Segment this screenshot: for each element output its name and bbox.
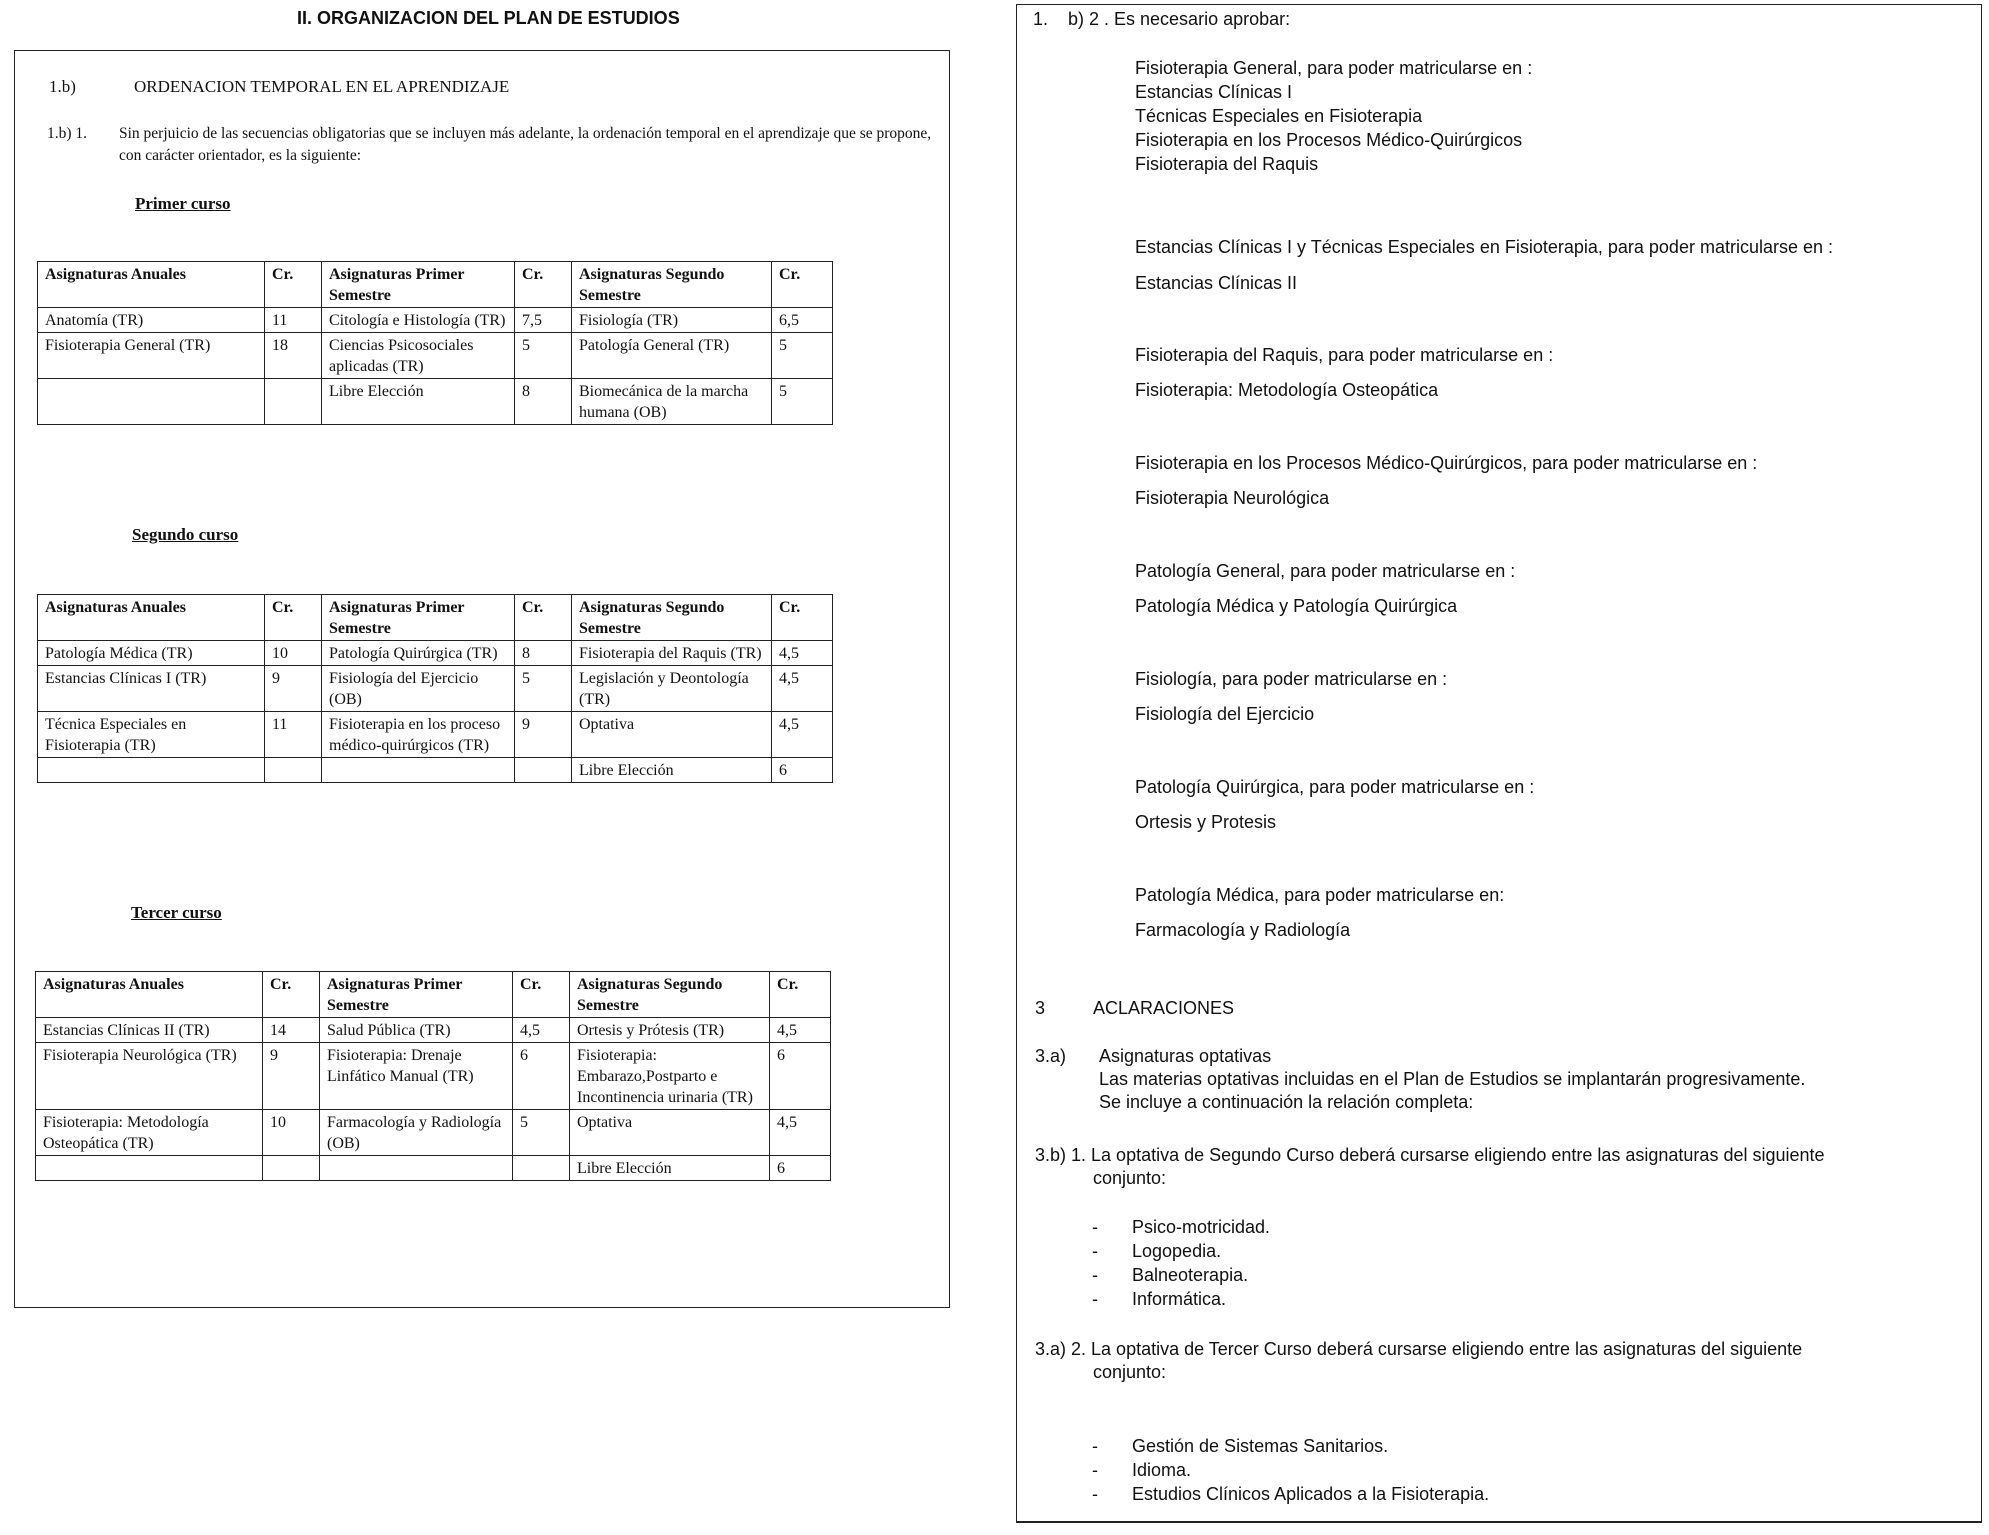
table-cell: Patología General (TR) [572, 333, 772, 379]
intro-text: Sin perjuicio de las secuencias obligatorias que se incluyen más adelante, la ordenación temporal en el aprendizaje que se propone, con carácter orientador, es la siguiente: [119, 125, 932, 164]
table-cell: Ciencias Psicosociales aplicadas (TR) [322, 333, 515, 379]
aclaraciones-number: 3 [1035, 998, 1046, 1018]
optativa-rule-cont: conjunto: [1093, 1362, 1167, 1382]
table-cell [265, 758, 322, 783]
header-cell: Asignaturas Anuales [38, 595, 265, 641]
table-cell: 6 [772, 758, 833, 783]
requirement-title: Patología Médica, para poder matricularse en: [1135, 885, 1505, 905]
table-cell: Fisioterapia: Embarazo,Postparto e Incontinencia urinaria (TR) [570, 1043, 770, 1110]
table-cell [38, 758, 265, 783]
table-header-row [38, 595, 833, 641]
table-cell: 4,5 [513, 1018, 570, 1043]
table-cell: 5 [772, 379, 833, 425]
header-cell: Cr. [513, 972, 570, 1018]
requirement-item: Estancias Clínicas I [1135, 82, 1293, 102]
table-cell: Fisioterapia Neurológica (TR) [36, 1043, 263, 1110]
header-cell: Cr. [265, 262, 322, 308]
table-cell: 5 [772, 333, 833, 379]
table-row [38, 758, 833, 783]
subsection-text: Las materias optativas incluidas en el Plan de Estudios se implantarán progresivamente. [1099, 1069, 1806, 1089]
header-cell: Asignaturas Primer Semestre [320, 972, 513, 1018]
table-cell: 5 [515, 333, 572, 379]
header-cell: Cr. [265, 595, 322, 641]
table-cell: Libre Elección [572, 758, 772, 783]
table-cell: 9 [515, 712, 572, 758]
table-header-row [38, 262, 833, 308]
course-title-second: Segundo curso [132, 525, 239, 544]
table-cell: 6 [770, 1156, 831, 1181]
table-cell: Patología Médica (TR) [38, 641, 265, 666]
table-cell [515, 758, 572, 783]
table-cell: Fisioterapia del Raquis (TR) [572, 641, 772, 666]
table-cell: 4,5 [772, 641, 833, 666]
list-item: Psico-motricidad. [1132, 1217, 1271, 1237]
header-cell: Cr. [770, 972, 831, 1018]
prerequisites-heading: b) 2 . Es necesario aprobar: [1068, 9, 1291, 29]
table-cell: 11 [265, 308, 322, 333]
table-cell [38, 379, 265, 425]
header-cell: Asignaturas Primer Semestre [322, 595, 515, 641]
table-row [36, 1018, 831, 1043]
table-cell: Ortesis y Prótesis (TR) [570, 1018, 770, 1043]
header-cell: Asignaturas Segundo Semestre [570, 972, 770, 1018]
table-cell: Fisioterapia: Metodología Osteopática (TR) [36, 1110, 263, 1156]
table-cell: Farmacología y Radiología (OB) [320, 1110, 513, 1156]
table-cell: Fisioterapia: Drenaje Linfático Manual (TR) [320, 1043, 513, 1110]
requirement-item: Fisioterapia: Metodología Osteopática [1135, 380, 1439, 400]
table-cell: Biomecánica de la marcha humana (OB) [572, 379, 772, 425]
subsection-text: Se incluye a continuación la relación completa: [1099, 1092, 1474, 1112]
requirement-item: Estancias Clínicas II [1135, 273, 1298, 293]
table-cell: Libre Elección [570, 1156, 770, 1181]
table-cell: Estancias Clínicas I (TR) [38, 666, 265, 712]
table-cell: 4,5 [770, 1110, 831, 1156]
table-cell [263, 1156, 320, 1181]
table-cell: 8 [515, 641, 572, 666]
table-cell: 5 [515, 666, 572, 712]
table-cell [265, 379, 322, 425]
header-cell: Asignaturas Anuales [36, 972, 263, 1018]
table-cell [320, 1156, 513, 1181]
table-cell: 4,5 [772, 712, 833, 758]
subsection-number: 3.a) [1035, 1046, 1067, 1066]
table-cell: Técnica Especiales en Fisioterapia (TR) [38, 712, 265, 758]
list-item: Gestión de Sistemas Sanitarios. [1132, 1436, 1389, 1456]
table-cell: Optativa [572, 712, 772, 758]
requirement-title: Fisioterapia del Raquis, para poder matricularse en : [1135, 345, 1554, 365]
table-cell: 9 [265, 666, 322, 712]
table-cell: 8 [515, 379, 572, 425]
section-heading: ORDENACION TEMPORAL EN EL APRENDIZAJE [134, 77, 510, 96]
table-cell: Citología e Histología (TR) [322, 308, 515, 333]
table-cell: Legislación y Deontología (TR) [572, 666, 772, 712]
requirement-item: Farmacología y Radiología [1135, 920, 1351, 940]
course-title-third: Tercer curso [131, 903, 222, 922]
requirement-title: Patología General, para poder matricularse en : [1135, 561, 1516, 581]
table-cell: 6 [513, 1043, 570, 1110]
table-row [36, 1043, 831, 1110]
intro-number: 1.b) 1. [47, 125, 88, 142]
table-cell: 7,5 [515, 308, 572, 333]
list-bullet: - [1092, 1265, 1098, 1285]
list-item: Logopedia. [1132, 1241, 1222, 1261]
requirement-item: Fisioterapia en los Procesos Médico-Quirúrgicos [1135, 130, 1523, 150]
header-cell: Cr. [772, 595, 833, 641]
table-cell: 10 [265, 641, 322, 666]
table-cell [322, 758, 515, 783]
list-bullet: - [1092, 1217, 1098, 1237]
requirement-item: Ortesis y Protesis [1135, 812, 1277, 832]
table-cell: 4,5 [770, 1018, 831, 1043]
requirement-title: Fisioterapia General, para poder matricularse en : [1135, 58, 1533, 78]
table-row [36, 1156, 831, 1181]
course-table-second [37, 594, 833, 783]
table-header-row [36, 972, 831, 1018]
table-row [38, 641, 833, 666]
header-cell: Asignaturas Segundo Semestre [572, 595, 772, 641]
table-row [36, 1110, 831, 1156]
table-cell: 18 [265, 333, 322, 379]
table-cell [36, 1156, 263, 1181]
requirement-title: Estancias Clínicas I y Técnicas Especiales en Fisioterapia, para poder matricularse en : [1135, 237, 1833, 257]
course-title-first: Primer curso [135, 194, 231, 213]
subsection-title: Asignaturas optativas [1099, 1046, 1272, 1066]
table-cell: 6 [770, 1043, 831, 1110]
table-cell: Fisioterapia General (TR) [38, 333, 265, 379]
list-item: Balneoterapia. [1132, 1265, 1249, 1285]
table-cell: Anatomía (TR) [38, 308, 265, 333]
table-cell: 9 [263, 1043, 320, 1110]
optativa-rule-cont: conjunto: [1093, 1168, 1167, 1188]
requirement-item: Fisioterapia del Raquis [1135, 154, 1319, 174]
requirement-item: Técnicas Especiales en Fisioterapia [1135, 106, 1423, 126]
table-cell: Libre Elección [322, 379, 515, 425]
course-table-first [37, 261, 833, 425]
optativa-rule: 3.b) 1. La optativa de Segundo Curso deberá cursarse eligiendo entre las asignaturas del siguiente [1035, 1145, 1825, 1165]
table-cell: 14 [263, 1018, 320, 1043]
table-cell: Patología Quirúrgica (TR) [322, 641, 515, 666]
table-cell [513, 1156, 570, 1181]
header-cell: Asignaturas Segundo Semestre [572, 262, 772, 308]
list-item: Estudios Clínicos Aplicados a la Fisioterapia. [1132, 1484, 1490, 1504]
prerequisites-panel [1016, 4, 1982, 1523]
course-table-third [35, 971, 831, 1181]
requirement-title: Patología Quirúrgica, para poder matricularse en : [1135, 777, 1535, 797]
header-cell: Asignaturas Primer Semestre [322, 262, 515, 308]
section-number: 1.b) [49, 77, 76, 96]
requirement-title: Fisioterapia en los Procesos Médico-Quirúrgicos, para poder matricularse en : [1135, 453, 1758, 473]
table-cell: Estancias Clínicas II (TR) [36, 1018, 263, 1043]
list-bullet: - [1092, 1289, 1098, 1309]
header-cell: Asignaturas Anuales [38, 262, 265, 308]
table-cell: Fisiología del Ejercicio (OB) [322, 666, 515, 712]
table-row [38, 333, 833, 379]
requirement-item: Patología Médica y Patología Quirúrgica [1135, 596, 1458, 616]
requirement-item: Fisiología del Ejercicio [1135, 704, 1315, 724]
table-cell: 11 [265, 712, 322, 758]
list-bullet: - [1092, 1436, 1098, 1456]
table-cell: 4,5 [772, 666, 833, 712]
header-cell: Cr. [263, 972, 320, 1018]
requirement-item: Fisioterapia Neurológica [1135, 488, 1330, 508]
heading-number: 1. [1033, 9, 1049, 29]
table-cell: Optativa [570, 1110, 770, 1156]
page-title: II. ORGANIZACION DEL PLAN DE ESTUDIOS [297, 8, 680, 28]
table-cell: 10 [263, 1110, 320, 1156]
header-cell: Cr. [515, 595, 572, 641]
aclaraciones-title: ACLARACIONES [1093, 998, 1235, 1018]
header-cell: Cr. [772, 262, 833, 308]
table-cell: Salud Pública (TR) [320, 1018, 513, 1043]
list-item: Idioma. [1132, 1460, 1192, 1480]
table-row [38, 308, 833, 333]
table-row [38, 712, 833, 758]
table-cell: Fisioterapia en los proceso médico-quirúrgicos (TR) [322, 712, 515, 758]
table-row [38, 666, 833, 712]
optativa-rule: 3.a) 2. La optativa de Tercer Curso deberá cursarse eligiendo entre las asignaturas del siguiente [1035, 1339, 1803, 1359]
list-bullet: - [1092, 1241, 1098, 1261]
table-cell: 5 [513, 1110, 570, 1156]
list-bullet: - [1092, 1460, 1098, 1480]
requirement-title: Fisiología, para poder matricularse en : [1135, 669, 1448, 689]
header-cell: Cr. [515, 262, 572, 308]
table-cell: 6,5 [772, 308, 833, 333]
list-bullet: - [1092, 1484, 1098, 1504]
list-item: Informática. [1132, 1289, 1227, 1309]
table-row [38, 379, 833, 425]
study-plan-panel [14, 50, 950, 1308]
table-cell: Fisiología (TR) [572, 308, 772, 333]
